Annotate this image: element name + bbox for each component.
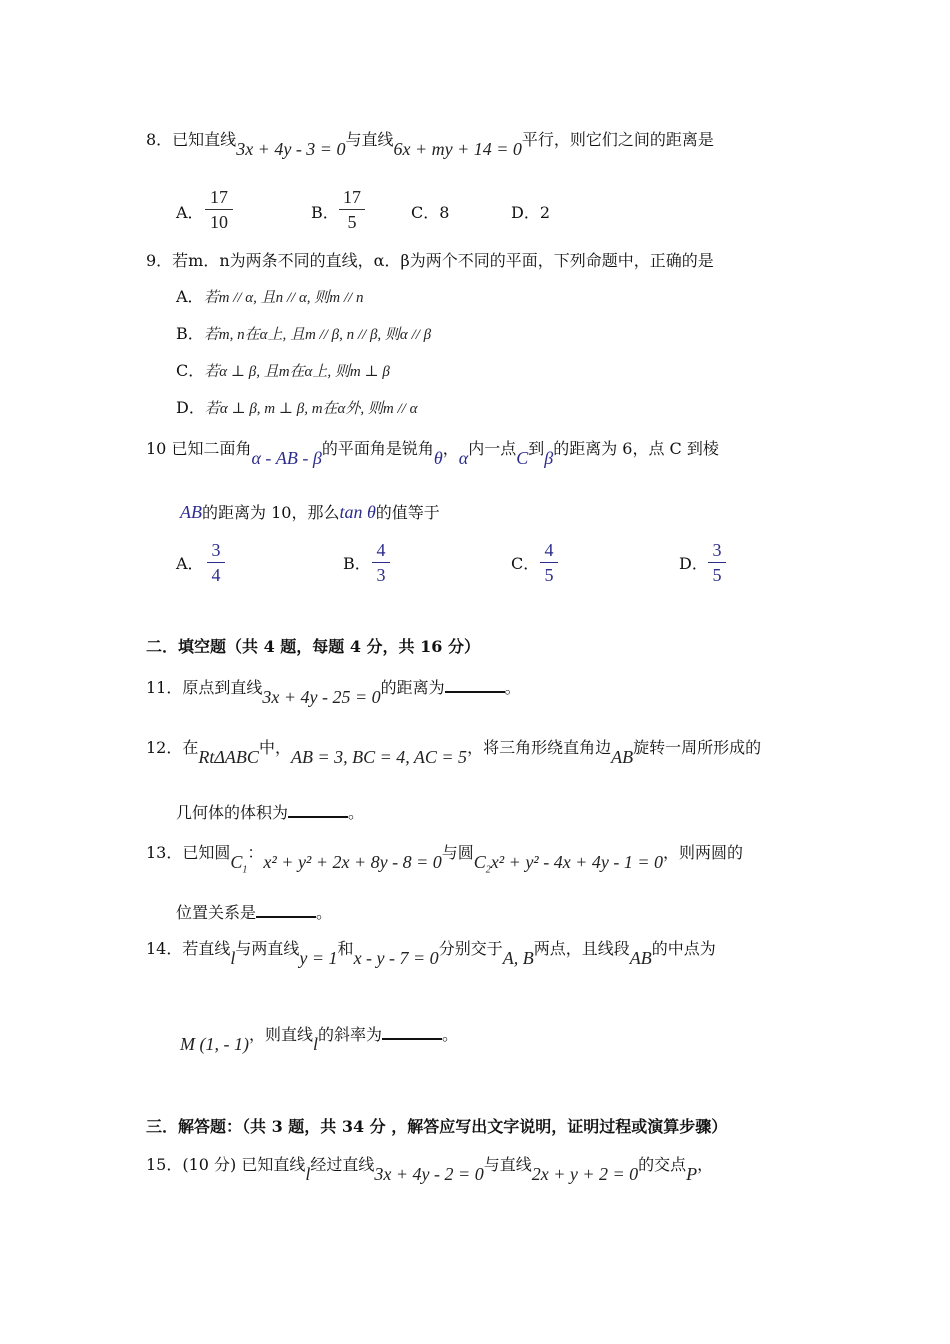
q10-beta: β — [544, 448, 554, 468]
q15-p4: 的交点 — [638, 1155, 687, 1174]
q13-stem-line1 — [146, 841, 743, 876]
q13-p3: ，则两圆的 — [662, 843, 743, 862]
q8-option-c — [411, 202, 449, 224]
q14-p8: 的斜率为 — [318, 1025, 383, 1044]
q10-option-b-fraction — [372, 539, 390, 586]
q14-answer-blank — [382, 1022, 442, 1040]
q8-option-a-num: 17 — [210, 187, 228, 207]
q14-stem-line2 — [180, 1022, 459, 1054]
q13-end: 。 — [316, 903, 333, 922]
q10-option-c-num: 4 — [544, 540, 554, 560]
q13-c1-letter: C — [230, 852, 243, 872]
q13-p4: 位置关系是 — [176, 903, 257, 922]
q10-ab: AB — [180, 502, 202, 522]
q14-segment-ab: AB — [629, 948, 652, 968]
q15-p3: 与直线 — [483, 1155, 532, 1174]
q14-p4: 分别交于 — [438, 939, 503, 958]
q10-tan: tan θ — [339, 502, 376, 522]
q10-stem-line1 — [146, 437, 719, 468]
q12-answer-blank — [288, 800, 348, 818]
fraction-bar — [205, 209, 233, 210]
q15-eq2: 2x + y + 2 = 0 — [531, 1164, 639, 1184]
q8-suffix: 平行，则它们之间的距离是 — [521, 130, 714, 149]
q11-stem — [146, 675, 521, 707]
q10-p5: 的距离为 6，点 C 到棱 — [553, 439, 719, 458]
q8-option-d-text: 2 — [539, 203, 551, 222]
q12-p3: ，将三角形绕直角边 — [467, 738, 612, 757]
q8-option-a-label: A． — [176, 203, 204, 222]
q8-option-c-text: 8 — [439, 203, 450, 222]
q8-option-a-fraction — [205, 186, 233, 233]
q11-answer-blank — [445, 675, 505, 693]
q13-eq2: x² + y² - 4x + 4y - 1 = 0 — [490, 852, 663, 872]
q14-p1: 14．若直线 — [146, 939, 231, 958]
q8-prefix: 8．已知直线 — [146, 130, 237, 149]
q12-p4: 旋转一周所形成的 — [633, 738, 762, 757]
q14-midpoint: M (1, - 1) — [180, 1034, 249, 1054]
fraction-bar — [540, 562, 558, 563]
q10-option-d-den: 5 — [712, 565, 722, 585]
q8-option-b-num: 17 — [343, 187, 361, 207]
q12-p1: 12．在 — [146, 738, 199, 757]
q9-option-c-text: 若α ⊥ β, 且m在α上, 则m ⊥ β — [204, 364, 390, 380]
q9-option-c-label: C． — [176, 361, 205, 380]
q14-points-ab: A, B — [502, 948, 534, 968]
fraction-bar — [207, 562, 225, 563]
q10-option-a-den: 4 — [211, 565, 221, 585]
section3-title: 三．解答题：（共 3 题，共 34 分 ，解答应写出文字说明，证明过程或演算步骤） — [146, 1117, 728, 1136]
q10-p6: 的距离为 10，那么 — [202, 503, 340, 522]
q12-ab: AB — [611, 747, 634, 767]
q10-option-a-label: A． — [176, 554, 204, 573]
q13-c2-letter: C — [473, 852, 486, 872]
q10-stem-line2 — [180, 501, 440, 524]
section2-title: 二．填空题（共 4 题，每题 4 分，共 16 分） — [146, 637, 480, 656]
q14-end: 。 — [442, 1025, 459, 1044]
q15-end: ， — [697, 1155, 714, 1174]
q14-p6: 的中点为 — [651, 939, 716, 958]
q13-answer-blank — [256, 900, 316, 918]
q14-p3: 和 — [337, 939, 354, 958]
q10-p4: 到 — [528, 439, 545, 458]
q14-p5: 两点，且线段 — [533, 939, 630, 958]
q9-option-c — [176, 360, 390, 383]
q8-stem — [146, 128, 714, 159]
q10-angle: α - AB - β — [251, 448, 322, 468]
q13-circle-c1 — [230, 852, 248, 876]
q10-option-a-fraction — [207, 539, 225, 586]
q13-c2-sub: 2 — [485, 864, 491, 876]
q8-option-d-label: D． — [511, 203, 540, 222]
fraction-bar — [708, 562, 726, 563]
q10-comma: ， — [442, 439, 459, 458]
q15-point-p: P — [686, 1164, 698, 1184]
q10-option-b-den: 3 — [376, 565, 386, 585]
q8-mid: 与直线 — [345, 130, 394, 149]
q13-colon: ： — [247, 843, 264, 862]
q8-option-d — [511, 202, 550, 224]
q11-p1: 11．原点到直线 — [146, 678, 263, 697]
q12-end: 。 — [348, 803, 365, 822]
q10-option-d-num: 3 — [712, 540, 722, 560]
q10-option-b-label: B． — [343, 554, 371, 573]
q12-stem-line2 — [176, 800, 364, 824]
q10-option-a-num: 3 — [211, 540, 221, 560]
q11-eq: 3x + 4y - 25 = 0 — [262, 687, 381, 707]
q14-stem-line1 — [146, 937, 716, 968]
q15-p2: 经过直线 — [310, 1155, 375, 1174]
q8-option-b-den: 5 — [347, 212, 357, 232]
q9-option-b — [176, 323, 431, 346]
q8-option-b-label: B． — [311, 203, 339, 222]
q10-option-b-num: 4 — [376, 540, 386, 560]
q14-p2: 与两直线 — [235, 939, 300, 958]
q12-stem-line1 — [146, 736, 762, 767]
q10-alpha: α — [458, 448, 469, 468]
q9-option-d-text: 若α ⊥ β, m ⊥ β, m在α外, 则m // α — [204, 401, 418, 417]
q15-p1: 15．(10 分) 已知直线 — [146, 1155, 306, 1174]
q10-option-c-label: C． — [511, 554, 540, 573]
q13-p2: 与圆 — [441, 843, 474, 862]
q13-p1: 13．已知圆 — [146, 843, 231, 862]
q13-c1-sub: 1 — [242, 864, 248, 876]
q10-option-d-fraction — [708, 539, 726, 586]
q10-theta: θ — [433, 448, 443, 468]
q9-option-b-label: B． — [176, 324, 204, 343]
q15-eq1: 3x + 4y - 2 = 0 — [374, 1164, 484, 1184]
q12-p5: 几何体的体积为 — [176, 803, 289, 822]
q8-eq1: 3x + 4y - 3 = 0 — [236, 139, 346, 159]
q9-option-d — [176, 397, 417, 420]
q10-p1: 10 已知二面角 — [146, 439, 252, 458]
q15-line-l: l — [305, 1164, 311, 1184]
q10-p3: 内一点 — [468, 439, 517, 458]
fraction-bar — [339, 209, 365, 210]
q14-eq1: y = 1 — [299, 948, 338, 968]
q10-p2: 的平面角是锐角 — [321, 439, 434, 458]
q9-option-d-label: D． — [176, 398, 205, 417]
q11-p2: 的距离为 — [380, 678, 445, 697]
q14-eq2: x - y - 7 = 0 — [353, 948, 439, 968]
q13-stem-line2 — [176, 900, 332, 924]
q10-option-c-fraction — [540, 539, 558, 586]
q13-circle-c2 — [473, 852, 491, 876]
fraction-bar — [372, 562, 390, 563]
q8-option-b-fraction — [339, 186, 365, 233]
q15-stem — [146, 1153, 714, 1184]
q9-stem: 9．若m．n为两条不同的直线，α．β为两个不同的平面，下列命题中，正确的是 — [146, 251, 714, 270]
q10-point-c: C — [516, 448, 529, 468]
q9-option-b-text: 若m, n在α上, 且m // β, n // β, 则α // β — [203, 327, 432, 343]
q8-option-a-den: 10 — [210, 212, 228, 232]
q9-option-a — [176, 286, 363, 309]
q9-option-a-text: 若m // α, 且n // α, 则m // n — [203, 290, 364, 306]
q12-p2: 中， — [258, 738, 291, 757]
q11-end: 。 — [504, 678, 521, 697]
q10-option-d-label: D． — [679, 554, 708, 573]
q9-option-a-label: A． — [176, 287, 204, 306]
q14-line-l: l — [230, 948, 236, 968]
q13-eq1: x² + y² + 2x + 8y - 8 = 0 — [263, 852, 442, 872]
q8-eq2: 6x + my + 14 = 0 — [393, 139, 522, 159]
q12-triangle: RtΔABC — [198, 747, 259, 767]
q14-line-l2: l — [313, 1034, 319, 1054]
q10-option-c-den: 5 — [544, 565, 554, 585]
q14-p7: ，则直线 — [248, 1025, 313, 1044]
q10-p7: 的值等于 — [375, 503, 440, 522]
q8-option-c-label: C． — [411, 203, 440, 222]
q12-conditions: AB = 3, BC = 4, AC = 5 — [290, 747, 468, 767]
